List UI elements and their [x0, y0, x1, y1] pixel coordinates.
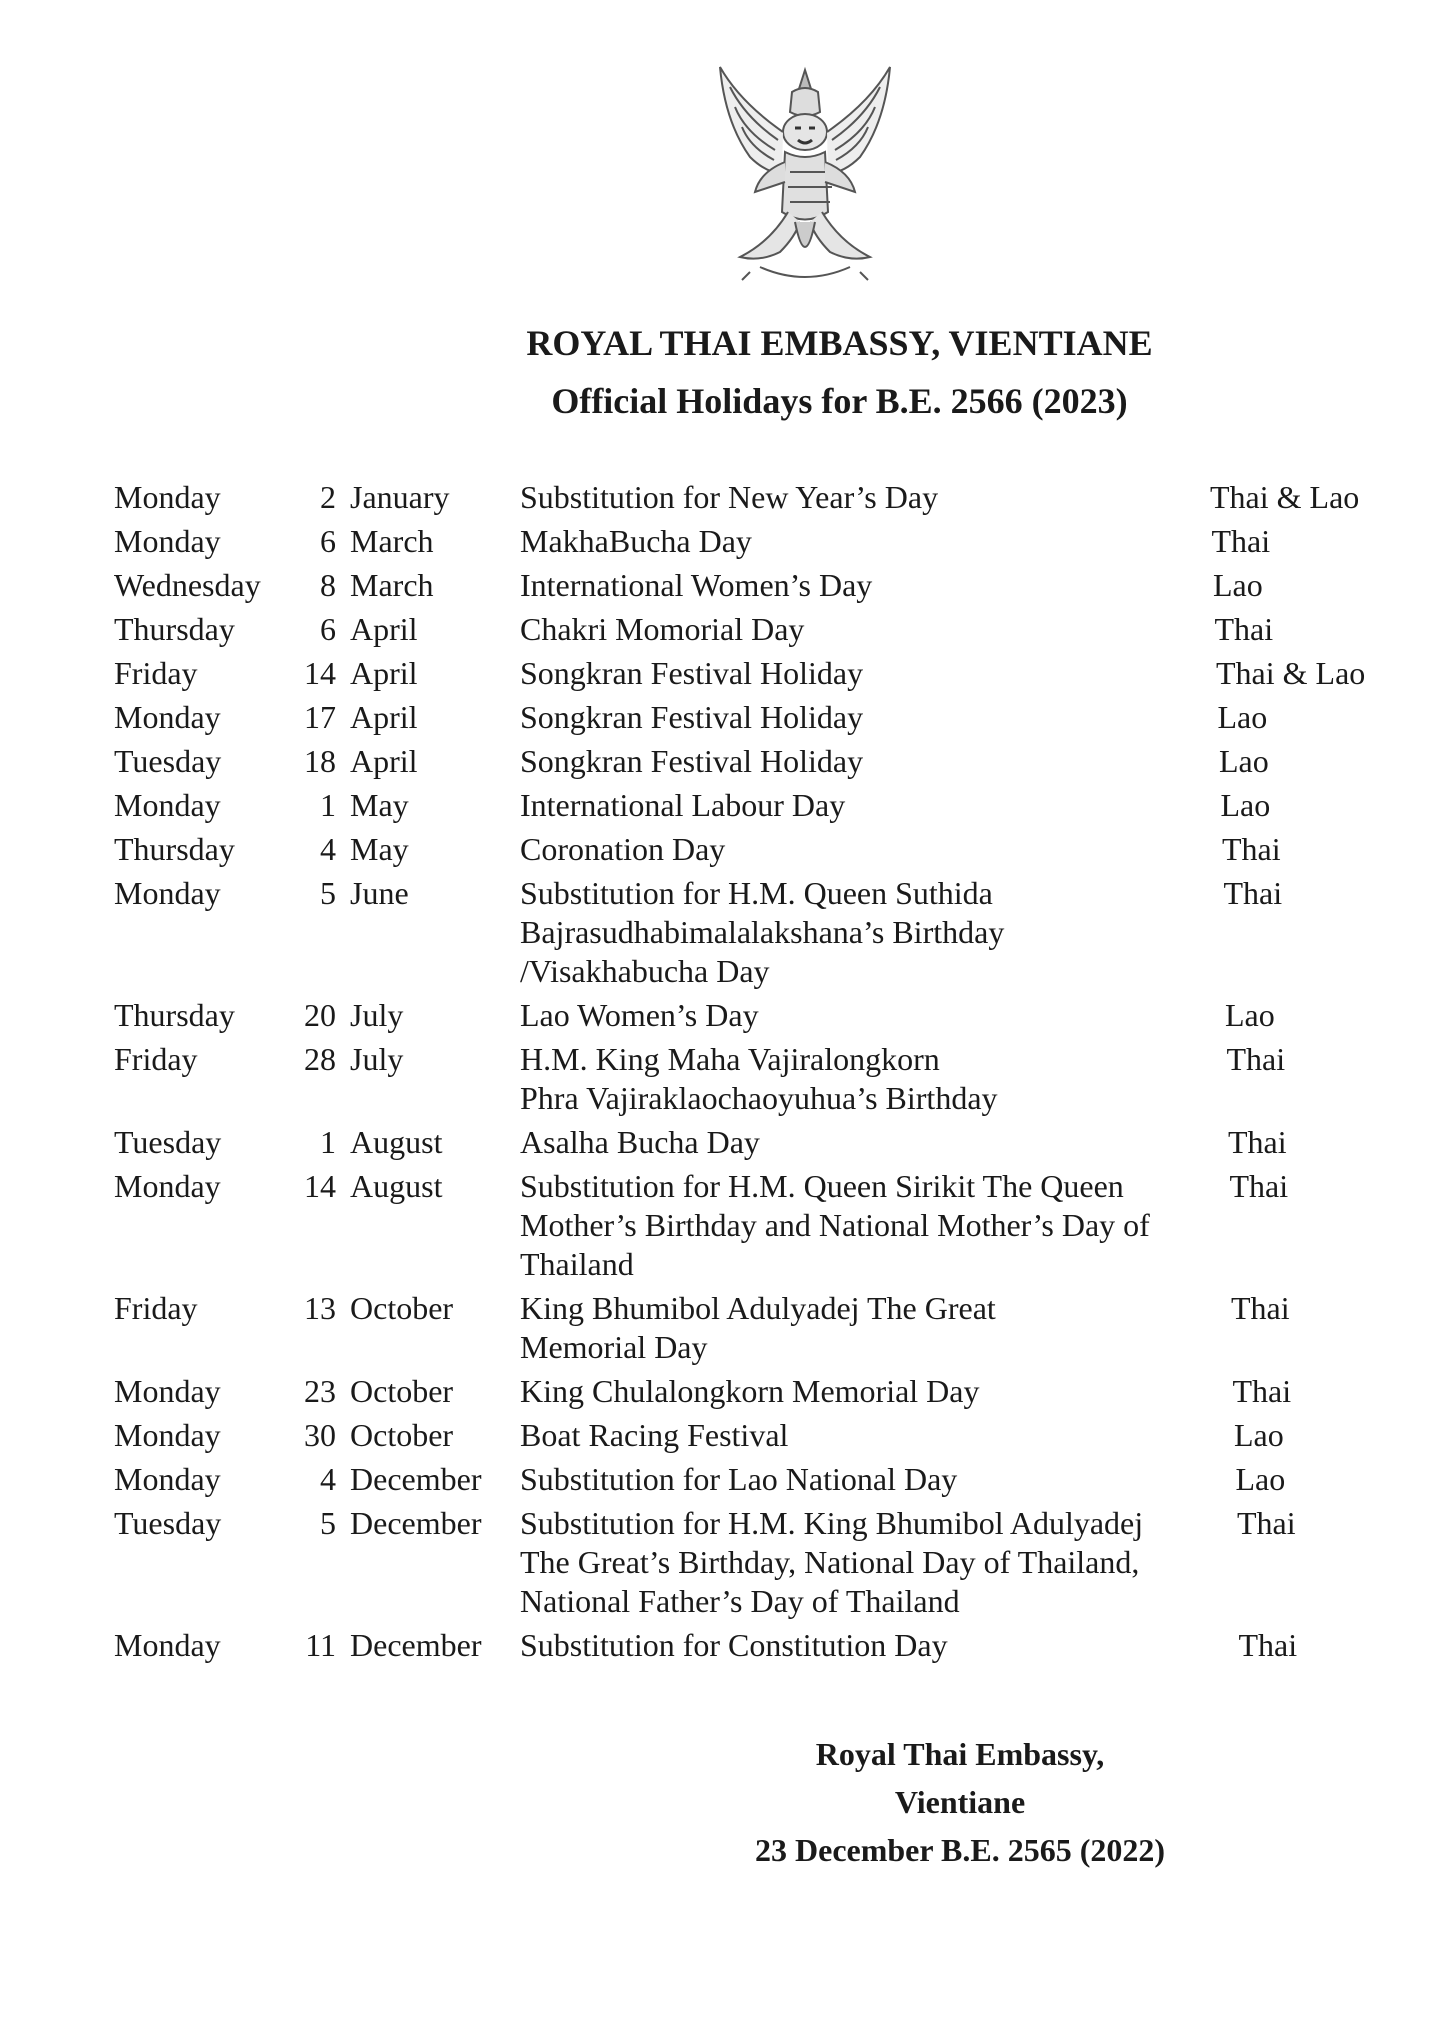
holiday-date: 1: [320, 1124, 336, 1160]
holiday-weekday: Monday: [114, 523, 221, 559]
list-item: [114, 1626, 1414, 1665]
holiday-description: [520, 1372, 1240, 1411]
holiday-observance: Lao: [1220, 787, 1271, 823]
holiday-weekday: Monday: [114, 875, 221, 911]
holiday-description: [520, 1289, 1240, 1367]
holiday-description: [520, 698, 1240, 737]
holiday-date: 4: [320, 831, 336, 867]
holiday-month: August: [350, 1168, 443, 1204]
holiday-description-line: Phra Vajiraklaochaoyuhua’s Birthday: [520, 1080, 998, 1116]
holiday-month: June: [350, 875, 409, 911]
page-subtitle: Official Holidays for B.E. 2566 (2023): [551, 381, 1128, 421]
holiday-description-line: Chakri Momorial Day: [520, 611, 805, 647]
holiday-description: [520, 478, 1240, 517]
holiday-description: [520, 996, 1240, 1035]
list-item: [114, 786, 1414, 825]
holiday-description-line: Substitution for New Year’s Day: [520, 479, 939, 515]
holiday-weekday: Monday: [114, 699, 221, 735]
holiday-date: 5: [320, 1505, 336, 1541]
holiday-date: 8: [320, 567, 336, 603]
holiday-weekday: Monday: [114, 1461, 221, 1497]
holiday-description-line: Asalha Bucha Day: [520, 1124, 760, 1160]
list-item: [114, 1289, 1414, 1367]
holiday-observance: Thai: [1237, 1505, 1296, 1541]
signature-date: 23 December B.E. 2565 (2022): [755, 1832, 1165, 1868]
holiday-date: 2: [320, 479, 336, 515]
holiday-month: April: [350, 655, 418, 691]
list-item: [114, 1123, 1414, 1162]
holiday-description-line: International Women’s Day: [520, 567, 873, 603]
holiday-date: 13: [304, 1290, 336, 1326]
holiday-date: 17: [304, 699, 336, 735]
holiday-month: December: [350, 1505, 482, 1541]
holiday-month: October: [350, 1417, 454, 1453]
holiday-month: March: [350, 567, 434, 603]
holiday-observance: Lao: [1217, 699, 1268, 735]
page-title: ROYAL THAI EMBASSY, VIENTIANE: [526, 323, 1153, 363]
holiday-observance: Thai: [1222, 831, 1281, 867]
holiday-observance: Thai: [1232, 1373, 1292, 1409]
holiday-weekday: Thursday: [114, 997, 235, 1033]
holiday-observance: Lao: [1235, 1461, 1286, 1497]
holiday-description-line: King Chulalongkorn Memorial Day: [520, 1373, 980, 1409]
holiday-observance: Thai: [1211, 523, 1271, 559]
holiday-observance: Thai & Lao: [1210, 479, 1360, 515]
holiday-observance: Lao: [1225, 997, 1275, 1033]
holiday-weekday: Tuesday: [114, 1505, 222, 1541]
holiday-month: April: [350, 611, 418, 647]
holiday-description: [520, 566, 1240, 605]
holiday-month: December: [350, 1461, 482, 1497]
holiday-description-line: Substitution for H.M. King Bhumibol Adulyadej: [520, 1505, 1144, 1541]
holiday-description-line: The Great’s Birthday, National Day of Thailand,: [520, 1544, 1140, 1580]
holiday-description-line: Thailand: [520, 1246, 634, 1282]
holiday-observance: Lao: [1213, 567, 1263, 603]
holiday-month: January: [350, 479, 450, 515]
holiday-observance: Thai: [1229, 1168, 1289, 1204]
holiday-weekday: Friday: [114, 1041, 198, 1077]
holiday-date: 14: [304, 1168, 336, 1204]
holiday-weekday: Thursday: [114, 611, 235, 647]
holiday-month: October: [350, 1290, 454, 1326]
holiday-description-line: Mother’s Birthday and National Mother’s Day of: [520, 1207, 1150, 1243]
holiday-observance: Thai: [1214, 611, 1274, 647]
list-item: [114, 610, 1414, 649]
holiday-description-line: Bajrasudhabimalalakshana’s Birthday: [520, 914, 1005, 950]
list-item: [114, 996, 1414, 1035]
holiday-description: [520, 830, 1240, 869]
holiday-observance: Thai: [1223, 875, 1283, 911]
holiday-weekday: Monday: [114, 1417, 221, 1453]
holiday-description-line: National Father’s Day of Thailand: [520, 1583, 960, 1619]
holiday-weekday: Monday: [114, 787, 221, 823]
list-item: [114, 1040, 1414, 1118]
holiday-weekday: Tuesday: [114, 1124, 222, 1160]
holiday-date: 14: [304, 655, 336, 691]
list-item: [114, 522, 1414, 561]
holiday-month: April: [350, 743, 418, 779]
holiday-date: 1: [320, 787, 336, 823]
holiday-month: May: [350, 787, 409, 823]
holiday-date: 18: [304, 743, 336, 779]
holiday-weekday: Monday: [114, 1373, 221, 1409]
garuda-emblem-icon: [700, 62, 910, 292]
holiday-description: [520, 742, 1240, 781]
holiday-description: [520, 1460, 1240, 1499]
holiday-description-line: International Labour Day: [520, 787, 846, 823]
holiday-weekday: Tuesday: [114, 743, 222, 779]
garuda-emblem-icon: [700, 62, 910, 292]
holiday-description-line: Substitution for Lao National Day: [520, 1461, 958, 1497]
holiday-description-line: Substitution for H.M. Queen Suthida: [520, 875, 993, 911]
list-item: [114, 1460, 1414, 1499]
holiday-description: [520, 1416, 1240, 1455]
holiday-date: 4: [320, 1461, 336, 1497]
holiday-date: 20: [304, 997, 336, 1033]
holiday-observance: Lao: [1219, 743, 1269, 779]
holiday-date: 6: [320, 523, 336, 559]
holiday-weekday: Monday: [114, 1627, 221, 1663]
holiday-weekday: Friday: [114, 1290, 198, 1326]
holiday-description: [520, 1504, 1240, 1621]
holiday-list: [114, 478, 1414, 1670]
holiday-description-line: Coronation Day: [520, 831, 726, 867]
holiday-date: 11: [305, 1627, 336, 1663]
holiday-month: March: [350, 523, 434, 559]
list-item: [114, 566, 1414, 605]
holiday-date: 28: [304, 1041, 336, 1077]
holiday-date: 30: [304, 1417, 336, 1453]
holiday-description: [520, 1123, 1240, 1162]
list-item: [114, 1372, 1414, 1411]
holiday-observance: Thai: [1238, 1627, 1298, 1663]
list-item: [114, 1416, 1414, 1455]
holiday-description: [520, 654, 1240, 693]
holiday-description: [520, 610, 1240, 649]
holiday-weekday: Monday: [114, 479, 221, 515]
holiday-observance: Thai: [1231, 1290, 1290, 1326]
holiday-weekday: Monday: [114, 1168, 221, 1204]
holiday-date: 6: [320, 611, 336, 647]
list-item: [114, 874, 1414, 991]
holiday-weekday: Thursday: [114, 831, 235, 867]
holiday-observance: Lao: [1234, 1417, 1284, 1453]
holiday-date: 23: [304, 1373, 336, 1409]
holiday-description-line: Songkran Festival Holiday: [520, 743, 864, 779]
holiday-month: October: [350, 1373, 454, 1409]
list-item: [114, 1504, 1414, 1621]
holiday-description: [520, 1040, 1240, 1118]
list-item: [114, 1167, 1414, 1284]
signature-line-1: Royal Thai Embassy,: [815, 1736, 1105, 1772]
holiday-description: [520, 1626, 1240, 1665]
holiday-observance: Thai: [1228, 1124, 1287, 1160]
holiday-description: [520, 522, 1240, 561]
holiday-month: April: [350, 699, 418, 735]
holiday-description-line: MakhaBucha Day: [520, 523, 752, 559]
holiday-description: [520, 1167, 1240, 1284]
holiday-observance: Thai: [1226, 1041, 1286, 1077]
list-item: [114, 742, 1414, 781]
signature-line-2: Vientiane: [894, 1784, 1026, 1820]
holiday-description-line: Lao Women’s Day: [520, 997, 759, 1033]
list-item: [114, 698, 1414, 737]
holiday-date: 5: [320, 875, 336, 911]
holiday-description-line: King Bhumibol Adulyadej The Great: [520, 1290, 996, 1326]
holiday-month: August: [350, 1124, 443, 1160]
holiday-month: July: [350, 997, 404, 1033]
holiday-description-line: Memorial Day: [520, 1329, 708, 1365]
list-item: [114, 478, 1414, 517]
holiday-month: May: [350, 831, 409, 867]
holiday-description: [520, 786, 1240, 825]
holiday-description: [520, 874, 1240, 991]
holiday-observance: Thai & Lao: [1216, 655, 1366, 691]
holiday-description-line: Songkran Festival Holiday: [520, 699, 864, 735]
holiday-description-line: /Visakhabucha Day: [520, 953, 770, 989]
holiday-month: July: [350, 1041, 404, 1077]
list-item: [114, 654, 1414, 693]
holiday-description-line: Substitution for Constitution Day: [520, 1627, 948, 1663]
holiday-description-line: Songkran Festival Holiday: [520, 655, 864, 691]
holiday-weekday: Wednesday: [114, 567, 261, 603]
list-item: [114, 830, 1414, 869]
holiday-description-line: H.M. King Maha Vajiralongkorn: [520, 1041, 940, 1077]
holiday-description-line: Substitution for H.M. Queen Sirikit The Queen: [520, 1168, 1124, 1204]
holiday-month: December: [350, 1627, 482, 1663]
holiday-description-line: Boat Racing Festival: [520, 1417, 789, 1453]
holiday-weekday: Friday: [114, 655, 198, 691]
